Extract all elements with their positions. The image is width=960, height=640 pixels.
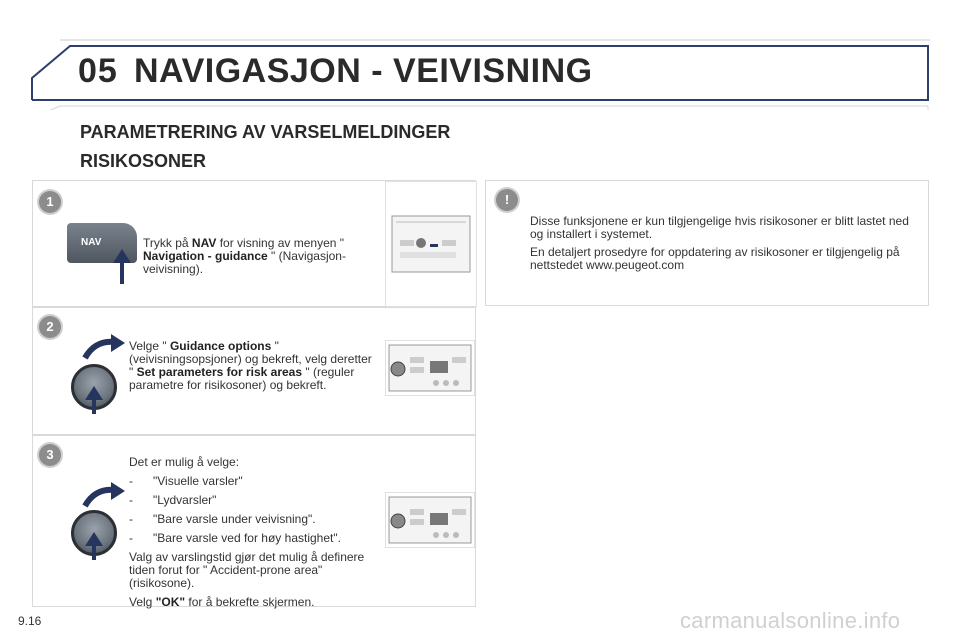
step-2-text: Velge " Guidance options " (veivisningsopsjoner) og bekreft, velg deretter " Set parameters for risk areas " (reguler parametre for risikosoner) og bekreft.	[129, 339, 372, 392]
step-3-panel	[32, 435, 476, 607]
option-item: - "Bare varsle under veivisning".	[129, 512, 316, 526]
press-arrow-shaft	[92, 400, 96, 414]
step-3-intro: Det er mulig å velge:	[129, 455, 240, 469]
radio-control-panel-image	[385, 492, 475, 548]
step-1-panel	[32, 180, 476, 307]
option-item: - "Bare varsle ved for høy hastighet".	[129, 531, 341, 545]
press-arrow-icon	[85, 532, 103, 546]
step-3-note: Valg av varslingstid gjør det mulig å definere tiden forut for " Accident-prone area" (risikosone).	[129, 550, 365, 590]
section-title-line2: RISIKOSONER	[80, 151, 207, 171]
section-title-line1: PARAMETRERING AV VARSELMELDINGER	[80, 122, 451, 142]
section-title	[80, 118, 540, 176]
chapter-number: 05	[78, 52, 118, 90]
page-number: 9.16	[18, 614, 42, 628]
warning-icon: !	[496, 189, 518, 211]
step-3-text	[129, 456, 379, 609]
option-list	[129, 475, 379, 545]
watermark-text: carmanualsonline.info	[680, 608, 901, 633]
option-item: - "Visuelle varsler"	[129, 474, 243, 488]
step-1-badge: 1	[39, 191, 61, 213]
step-3-badge: 3	[39, 444, 61, 466]
step-1-text: Trykk på NAV for visning av menyen " Navigation - guidance " (Navigasjon-veivisning).	[143, 236, 346, 276]
radio-control-panel-image	[385, 340, 475, 396]
rotate-arrow-icon	[81, 482, 127, 510]
press-arrow-icon	[85, 386, 103, 400]
option-item: - "Lydvarsler"	[129, 493, 217, 507]
press-arrow-shaft	[120, 262, 124, 284]
step-2-panel	[32, 307, 476, 435]
notice-paragraph-1: Disse funksjonene er kun tilgjengelige hvis risikosoner er blitt lastet ned og installert i systemet.	[530, 214, 909, 241]
step-2-badge: 2	[39, 316, 61, 338]
press-arrow-icon	[113, 249, 131, 263]
nav-button-label: NAV	[81, 237, 102, 248]
nav-button-icon	[67, 223, 141, 277]
press-arrow-shaft	[92, 546, 96, 560]
chapter-title: NAVIGASJON - VEIVISNING	[134, 52, 593, 90]
notice-panel	[485, 180, 929, 306]
notice-text	[530, 215, 916, 272]
rotate-arrow-icon	[81, 334, 127, 362]
notice-paragraph-2: En detaljert prosedyre for oppdatering av risikosoner er tilgjengelig på nettstedet www.peugeot.com	[530, 245, 900, 272]
step-3-confirm: Velg "OK" for å bekrefte skjermen.	[129, 595, 315, 609]
radio-front-panel-image	[385, 181, 477, 307]
